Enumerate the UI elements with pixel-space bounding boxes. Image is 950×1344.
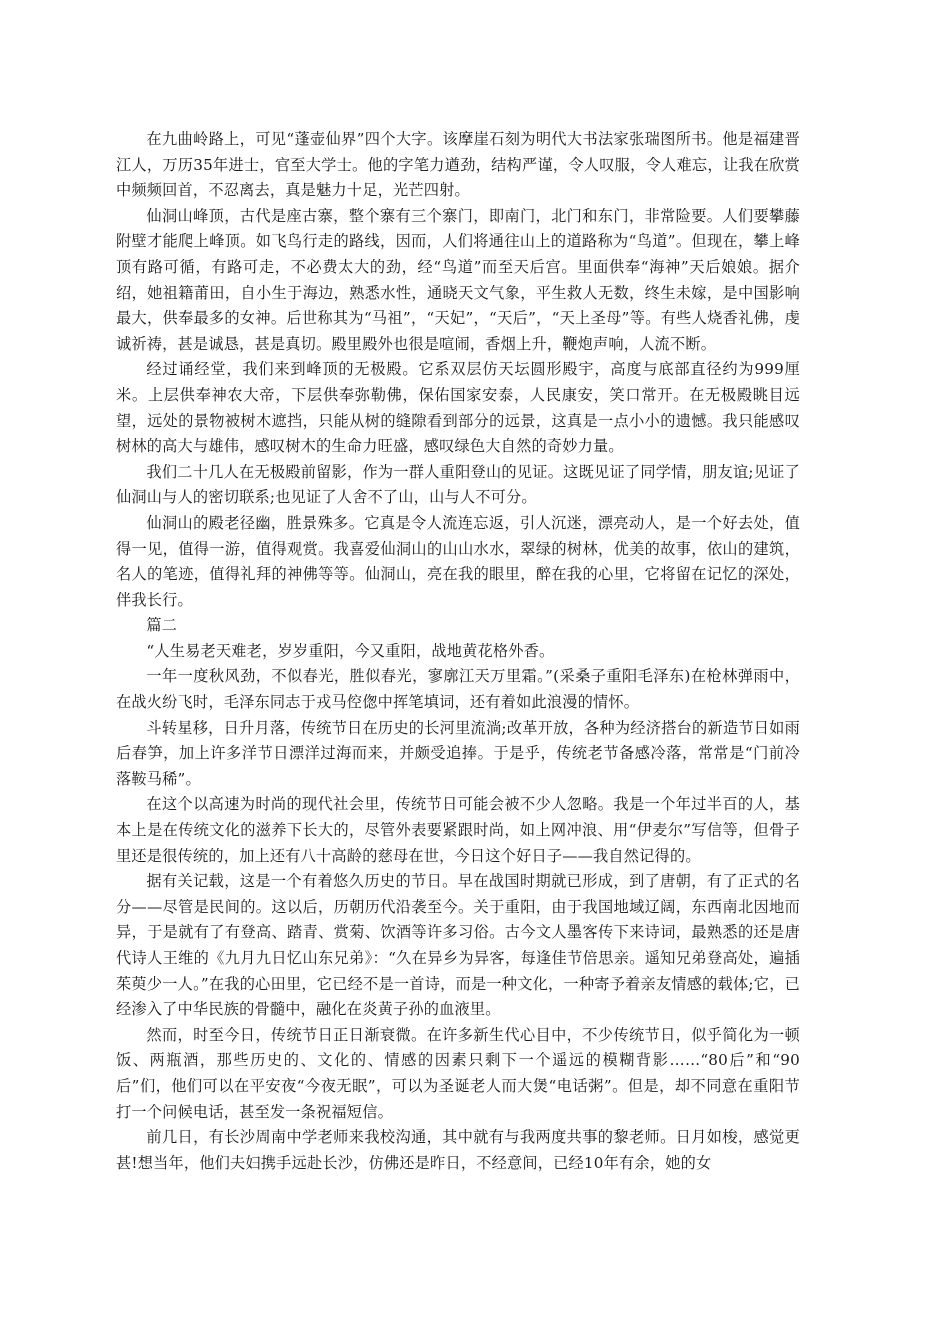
paragraph: 一年一度秋风劲，不似春光，胜似春光，寥廓江天万里霜。”(采桑子重阳毛泽东)在枪林弹雨中，在战火纷飞时，毛泽东同志于戎马倥偬中挥笔填词，还有着如此浪漫的情怀。 — [116, 667, 800, 712]
document-body — [116, 127, 800, 1176]
paragraph: 斗转星移，日升月落，传统节日在历史的长河里流淌;改革开放，各种为经济搭台的新造节日如雨后春笋，加上许多洋节日漂洋过海而来，并颇受追捧。于是乎，传统老节备感冷落，常常是“门前冷落鞍马稀”。 — [116, 718, 800, 788]
paragraph: 仙洞山峰顶，古代是座古寨，整个寨有三个寨门，即南门，北门和东门，非常险要。人们要攀藤附壁才能爬上峰顶。如飞鸟行走的路线，因而，人们将通往山上的道路称为“鸟道”。但现在，攀上峰顶有路可循，有路可走，不必费太大的劲，经“鸟道”而至天后宫。里面供奉“海神”天后娘娘。据介绍，她祖籍莆田，自小生于海边，熟悉水性，通晓天文气象，平生救人无数，终生未嫁，是中国影响最大，供奉最多的女神。后世称其为“马祖”，“天妃”，“天后”，“天上圣母”等。有些人烧香礼佛，虔诚祈祷，甚是诚恳，甚是真切。殿里殿外也很是喧闹，香烟上升，鞭炮声响，人流不断。 — [116, 206, 800, 353]
paragraph: 据有关记载，这是一个有着悠久历史的节日。早在战国时期就已形成，到了唐朝，有了正式的名分——尽管是民间的。这以后，历朝历代沿袭至今。关于重阳，由于我国地域辽阔，东西南北因地而异，于是就有了有登高、踏青、赏菊、饮酒等许多习俗。古今文人墨客传下来诗词，最熟悉的还是唐代诗人王维的《九月九日忆山东兄弟》：“久在异乡为异客，每逢佳节倍思亲。遥知兄弟登高处，遍插茱萸少一人。”在我的心田里，它已经不是一首诗，而是一种文化，一种寄予着亲友情感的载体;它，已经渗入了中华民族的骨髓中，融化在炎黄子孙的血液里。 — [116, 872, 800, 1019]
section-heading: 篇二 — [146, 616, 178, 635]
paragraph: 经过诵经堂，我们来到峰顶的无极殿。它系双层仿天坛圆形殿宇，高度与底部直径约为999厘米。上层供奉神农大帝，下层供奉弥勒佛，保佑国家安泰，人民康安，笑口常开。在无极殿眺目远望，远处的景物被树木遮挡，只能从树的缝隙看到部分的远景，这真是一点小小的遗憾。我只能感叹树林的高大与雄伟，感叹树木的生命力旺盛，感叹绿色大自然的奇妙力量。 — [116, 360, 800, 456]
paragraph: “人生易老天难老，岁岁重阳，今又重阳，战地黄花格外香。 — [146, 641, 555, 660]
paragraph: 我们二十几人在无极殿前留影，作为一群人重阳登山的见证。这既见证了同学情，朋友谊;见证了仙洞山与人的密切联系;也见证了人舍不了山，山与人不可分。 — [116, 462, 800, 507]
paragraph: 前几日，有长沙周南中学老师来我校沟通，其中就有与我两度共事的黎老师。日月如梭，感觉更甚!想当年，他们夫妇携手远赴长沙，仿佛还是昨日，不经意间，已经10年有余，她的女 — [116, 1128, 800, 1172]
paragraph: 在九曲岭路上，可见“蓬壶仙界”四个大字。该摩崖石刻为明代大书法家张瑞图所书。他是福建晋江人，万历35年进士，官至大学士。他的字笔力遒劲，结构严谨，令人叹服，令人难忘，让我在欣赏中频频回首，不忍离去，真是魅力十足，光芒四射。 — [116, 130, 800, 200]
paragraph: 然而，时至今日，传统节日正日渐衰微。在许多新生代心目中，不少传统节日，似乎简化为一顿饭、两瓶酒，那些历史的、文化的、情感的因素只剩下一个遥远的模糊背影……“80后”和“90后”们，他们可以在平安夜“今夜无眠”，可以为圣诞老人而大煲“电话粥”。但是，却不同意在重阳节打一个问候电话，甚至发一条祝福短信。 — [116, 1025, 800, 1121]
paragraph: 在这个以高速为时尚的现代社会里，传统节日可能会被不少人忽略。我是一个年过半百的人，基本上是在传统文化的滋养下长大的，尽管外表要紧跟时尚，如上网冲浪、用“伊麦尔”写信等，但骨子里还是很传统的，加上还有八十高龄的慈母在世，今日这个好日子——我自然记得的。 — [116, 795, 800, 865]
paragraph: 仙洞山的殿老径幽，胜景殊多。它真是令人流连忘返，引人沉迷，漂亮动人，是一个好去处，值得一见，值得一游，值得观赏。我喜爱仙洞山的山山水水，翠绿的树林，优美的故事，依山的建筑，名人的笔迹，值得礼拜的神佛等等。仙洞山，亮在我的眼里，醉在我的心里，它将留在记忆的深处，伴我长行。 — [116, 513, 800, 609]
